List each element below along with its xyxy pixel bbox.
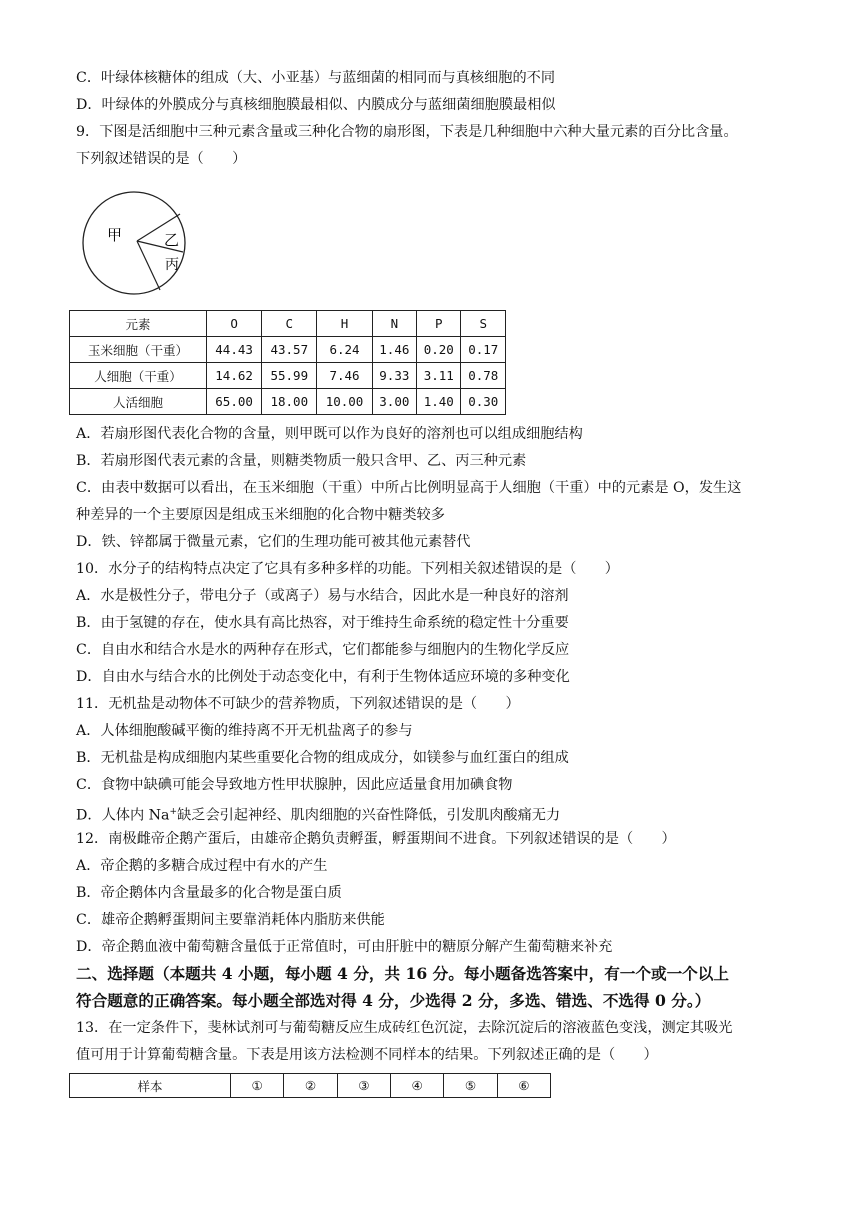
option-c-q8: C．叶绿体核糖体的组成（大、小亚基）与蓝细菌的相同而与真核细胞的不同 <box>76 70 556 86</box>
table-cell: O <box>207 311 262 337</box>
option-c-q11: C．食物中缺碘可能会导致地方性甲状腺肿，因此应适量食用加碘食物 <box>76 777 513 793</box>
option-a-q12: A．帝企鹅的多糖合成过程中有水的产生 <box>76 858 328 874</box>
question-11-stem: 11．无机盐是动物体不可缺少的营养物质，下列叙述错误的是（ ） <box>76 696 520 712</box>
table-header-row <box>70 1074 551 1098</box>
table-cell: ③ <box>337 1074 390 1098</box>
option-a-q11: A．人体细胞酸碱平衡的维持离不开无机盐离子的参与 <box>76 723 413 739</box>
question-13-stem-cont: 值可用于计算葡萄糖含量。下表是用该方法检测不同样本的结果。下列叙述正确的是（ ） <box>76 1047 658 1063</box>
table-cell: 0.17 <box>461 337 506 363</box>
table-cell: 3.00 <box>372 389 416 415</box>
table-cell: 9.33 <box>372 363 416 389</box>
table-cell: 样本 <box>70 1074 231 1098</box>
option-d-q10: D．自由水与结合水的比例处于动态变化中，有利于生物体适应环境的多种变化 <box>76 669 570 685</box>
option-a-q10: A．水是极性分子，带电分子（或离子）易与水结合，因此水是一种良好的溶剂 <box>76 588 569 604</box>
option-d-q11 <box>76 802 560 826</box>
table-row <box>70 363 506 389</box>
table-cell: 65.00 <box>207 389 262 415</box>
element-table <box>69 310 506 415</box>
sodium-charge: + <box>169 807 178 817</box>
table-cell: 1.46 <box>372 337 416 363</box>
question-9-stem: 9．下图是活细胞中三种元素含量或三种化合物的扇形图，下表是几种细胞中六种大量元素的百分比含量。 <box>76 124 738 140</box>
table-row <box>70 337 506 363</box>
option-b-q9: B．若扇形图代表元素的含量，则糖类物质一般只含甲、乙、丙三种元素 <box>76 453 527 469</box>
table-cell: 55.99 <box>262 363 317 389</box>
table-cell: 7.46 <box>317 363 372 389</box>
table-cell: N <box>372 311 416 337</box>
option-d-q11-post: 缺乏会引起神经、肌肉细胞的兴奋性降低，引发肌肉酸痛无力 <box>177 807 561 824</box>
table-cell: 1.40 <box>417 389 461 415</box>
option-a-q9: A．若扇形图代表化合物的含量，则甲既可以作为良好的溶剂也可以组成细胞结构 <box>76 426 583 442</box>
section-2-heading-cont: 符合题意的正确答案。每小题全部选对得 4 分，少选得 2 分，多选、错选、不选得 0 分。） <box>76 991 711 1010</box>
table-cell: S <box>461 311 506 337</box>
section-2-heading: 二、选择题（本题共 4 小题，每小题 4 分，共 16 分。每小题备选答案中，有一个或一个以上 <box>76 964 729 983</box>
option-c-q10: C．自由水和结合水是水的两种存在形式，它们都能参与细胞内的生物化学反应 <box>76 642 570 658</box>
option-c-q9: C．由表中数据可以看出，在玉米细胞（干重）中所占比例明显高于人细胞（干重）中的元素是 O，发生这 <box>76 480 742 496</box>
table-cell: 0.30 <box>461 389 506 415</box>
table-cell: 0.78 <box>461 363 506 389</box>
table-cell: 6.24 <box>317 337 372 363</box>
table-cell: 人活细胞 <box>70 389 207 415</box>
table-cell: ④ <box>390 1074 443 1098</box>
question-12-stem: 12．南极雌帝企鹅产蛋后，由雄帝企鹅负责孵蛋，孵蛋期间不进食。下列叙述错误的是（ ） <box>76 831 676 847</box>
pie-chart <box>76 190 196 302</box>
table-cell: 人细胞（干重） <box>70 363 207 389</box>
pie-label-jia: 甲 <box>107 226 123 244</box>
option-b-q12: B．帝企鹅体内含量最多的化合物是蛋白质 <box>76 885 342 901</box>
table-cell: 3.11 <box>417 363 461 389</box>
pie-label-yi: 乙 <box>164 231 180 249</box>
option-d-q8: D．叶绿体的外膜成分与真核细胞膜最相似、内膜成分与蓝细菌细胞膜最相似 <box>76 97 556 113</box>
option-b-q11: B．无机盐是构成细胞内某些重要化合物的组成成分，如镁参与血红蛋白的组成 <box>76 750 569 766</box>
pie-divider-3 <box>137 241 160 290</box>
question-9-stem-cont: 下列叙述错误的是（ ） <box>76 151 247 167</box>
table-cell: ② <box>284 1074 337 1098</box>
table-cell: 10.00 <box>317 389 372 415</box>
table-cell: 0.20 <box>417 337 461 363</box>
table-cell: 18.00 <box>262 389 317 415</box>
table-cell: C <box>262 311 317 337</box>
table-cell: 元素 <box>70 311 207 337</box>
table-cell: 44.43 <box>207 337 262 363</box>
question-13-stem: 13．在一定条件下，斐林试剂可与葡萄糖反应生成砖红色沉淀，去除沉淀后的溶液蓝色变浅，测定其吸光 <box>76 1020 733 1036</box>
option-d-q9: D．铁、锌都属于微量元素，它们的生理功能可被其他元素替代 <box>76 534 471 550</box>
table-cell: ⑥ <box>497 1074 550 1098</box>
option-c-q9-cont: 种差异的一个主要原因是组成玉米细胞的化合物中糖类较多 <box>76 507 445 523</box>
table-cell: 14.62 <box>207 363 262 389</box>
table-cell: ⑤ <box>444 1074 497 1098</box>
table-cell: ① <box>231 1074 284 1098</box>
table-cell: 43.57 <box>262 337 317 363</box>
option-b-q10: B．由于氢键的存在，使水具有高比热容，对于维持生命系统的稳定性十分重要 <box>76 615 569 631</box>
option-c-q12: C．雄帝企鹅孵蛋期间主要靠消耗体内脂肪来供能 <box>76 912 385 928</box>
table-cell: P <box>417 311 461 337</box>
table-row <box>70 389 506 415</box>
question-10-stem: 10．水分子的结构特点决定了它具有多种多样的功能。下列相关叙述错误的是（ ） <box>76 561 619 577</box>
sample-table <box>69 1073 551 1098</box>
option-d-q11-pre: D．人体内 Na <box>76 807 170 824</box>
table-cell: H <box>317 311 372 337</box>
table-header-row <box>70 311 506 337</box>
option-d-q12: D．帝企鹅血液中葡萄糖含量低于正常值时，可由肝脏中的糖原分解产生葡萄糖来补充 <box>76 939 613 955</box>
table-cell: 玉米细胞（干重） <box>70 337 207 363</box>
pie-label-bing: 丙 <box>165 257 179 273</box>
